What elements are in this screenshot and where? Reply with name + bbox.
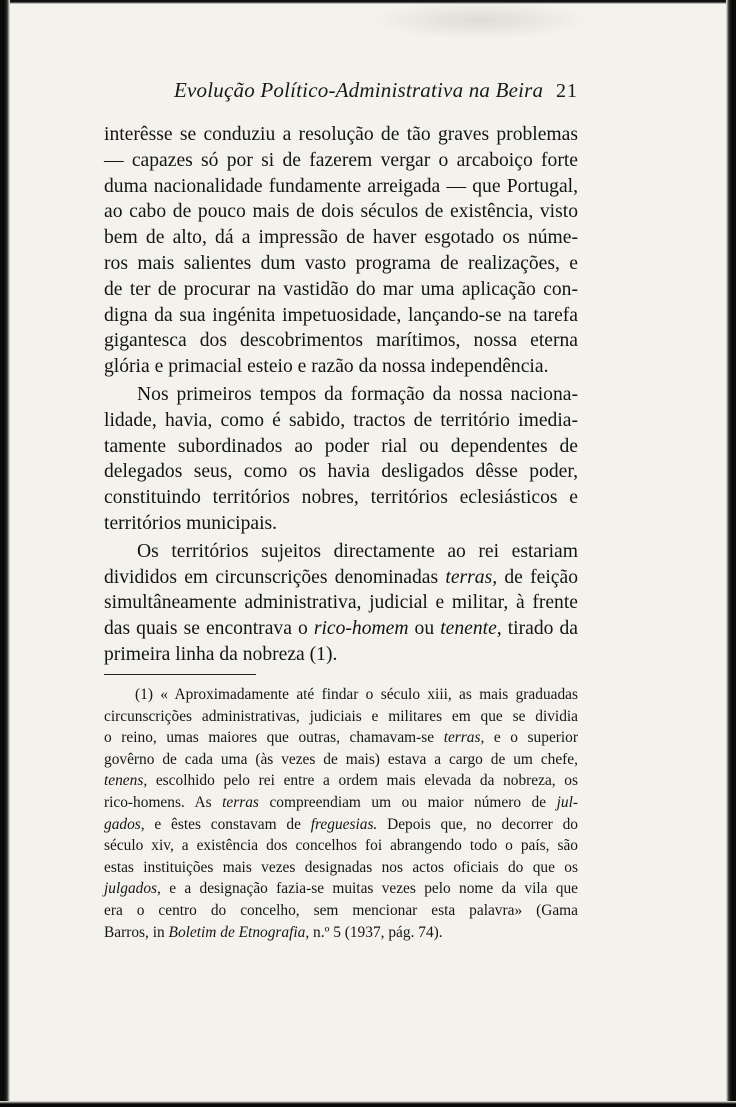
paragraph-2 xyxy=(104,382,578,537)
text-line xyxy=(104,642,578,668)
paragraph-3 xyxy=(104,539,578,668)
text-run: . xyxy=(332,643,338,665)
text-run: de feição xyxy=(497,566,578,588)
text-line: territórios municipais. xyxy=(104,512,278,534)
footnote-divider xyxy=(104,674,256,675)
text-line: delegados seus, como os havia desligados dêsse poder, xyxy=(104,461,578,483)
footnote-marker: (1) xyxy=(135,686,153,703)
running-head xyxy=(104,78,578,108)
text-run: e êstes constavam de xyxy=(144,815,311,833)
journal-title: Boletim de Etnografia, xyxy=(168,923,310,941)
text-run: e o superior xyxy=(484,729,578,747)
text-run: Depois que, no decorrer do xyxy=(377,815,578,833)
scan-smudge xyxy=(370,0,590,40)
running-title: Evolução Político-Administrativa na Beira xyxy=(174,78,544,102)
scan-border-bottom xyxy=(0,1101,736,1107)
text-line: circunscrições administrativas, judiciais e militares em que se dividia xyxy=(104,707,578,725)
text-line: glória e primacial esteio e razão da nossa independência. xyxy=(104,356,549,378)
text-line xyxy=(104,878,578,900)
text-run: compreendiam um ou maior número de xyxy=(258,793,557,811)
text-line: lidade, havia, como é sabido, tractos de território imedia- xyxy=(104,409,578,431)
text-line xyxy=(104,770,578,792)
text-line: bem de alto, dá a impressão de haver esgotado os núme- xyxy=(104,227,578,249)
text-line xyxy=(104,792,578,814)
italic-term: terras, xyxy=(443,729,485,747)
text-line: ao cabo de pouco mais de dois séculos de existência, visto xyxy=(104,201,578,223)
italic-term: jul- xyxy=(556,793,578,811)
italic-term: gados, xyxy=(104,815,145,833)
scan-border-top xyxy=(0,0,736,4)
italic-term: freguesias. xyxy=(310,815,378,833)
text-run: tirado da xyxy=(501,618,578,640)
text-run: rico-homens. As xyxy=(104,793,223,811)
text-line: era o centro do concelho, sem mencionar esta palavra» (Gama xyxy=(104,901,578,919)
italic-term: terras xyxy=(222,793,259,811)
text-line xyxy=(104,684,578,706)
text-line: constituindo territórios nobres, territórios eclesiásticos e xyxy=(104,487,578,509)
text-run: escolhido pelo rei entre a ordem mais elevada da nobreza, os xyxy=(147,772,578,790)
text-run: Barros, in xyxy=(104,923,169,941)
paragraph-1 xyxy=(104,122,578,380)
text-line: Nos primeiros tempos da formação da nossa naciona- xyxy=(137,383,578,405)
footnote-reference[interactable]: (1) xyxy=(309,643,333,665)
italic-term: terras, xyxy=(445,566,498,588)
text-line xyxy=(104,616,578,642)
text-line: simultâneamente administrativa, judicial e militar, à frente xyxy=(104,592,578,614)
text-line: digna da sua ingénita impetuosidade, lançando-se na tarefa xyxy=(104,304,578,326)
text-line xyxy=(104,727,578,749)
text-run: e a designação fazia-se muitas vezes pelo nome da vila que xyxy=(160,880,578,898)
text-run: ou xyxy=(408,618,441,640)
scan-border-left xyxy=(0,0,10,1107)
text-line: século xiv, a existência dos concelhos foi abrangendo todo o país, são xyxy=(104,837,578,855)
text-line xyxy=(104,922,578,944)
text-run: primeira linha da nobreza xyxy=(104,643,310,665)
italic-term: julgados, xyxy=(104,880,161,898)
text-line: — capazes só por si de fazerem vergar o arcaboiço forte xyxy=(104,149,578,171)
italic-term: tenens, xyxy=(104,772,148,790)
page-number: 21 xyxy=(556,80,578,102)
text-line: ros mais salientes dum vasto programa de realizações, e xyxy=(104,252,578,274)
text-run: o reino, umas maiores que outras, chamavam-se xyxy=(104,729,444,747)
body-text xyxy=(104,122,578,668)
text-run: n.º 5 (1937, pág. 74). xyxy=(309,923,443,941)
text-run: das quais se encontrava o xyxy=(104,618,314,640)
text-line xyxy=(104,565,578,591)
text-line: Os territórios sujeitos directamente ao rei estariam xyxy=(137,540,578,562)
text-line: govêrno de cada uma (às vezes de mais) estava a cargo de um chefe, xyxy=(104,750,578,768)
footnote xyxy=(104,684,578,943)
text-line: interêsse se conduziu a resolução de tão graves problemas xyxy=(104,124,578,145)
italic-term: tenente, xyxy=(440,618,502,640)
text-line: estas instituições mais vezes designadas nos actos oficiais do que os xyxy=(104,858,578,876)
italic-term: rico-homem xyxy=(313,618,409,640)
text-line: duma nacionalidade fundamente arreigada — que Portugal, xyxy=(104,175,578,197)
text-line xyxy=(104,814,578,836)
text-line: de ter de procurar na vastidão do mar uma aplicação con- xyxy=(104,278,578,300)
text-line: gigantesca dos descobrimentos marítimos, nossa eterna xyxy=(104,330,578,352)
scan-border-right xyxy=(726,0,736,1107)
text-run: divididos em circunscrições denominadas xyxy=(104,566,446,588)
text-line: tamente subordinados ao poder rial ou dependentes de xyxy=(104,435,578,457)
text-run: « Aproximadamente até findar o século xiii, as mais graduadas xyxy=(152,686,578,703)
